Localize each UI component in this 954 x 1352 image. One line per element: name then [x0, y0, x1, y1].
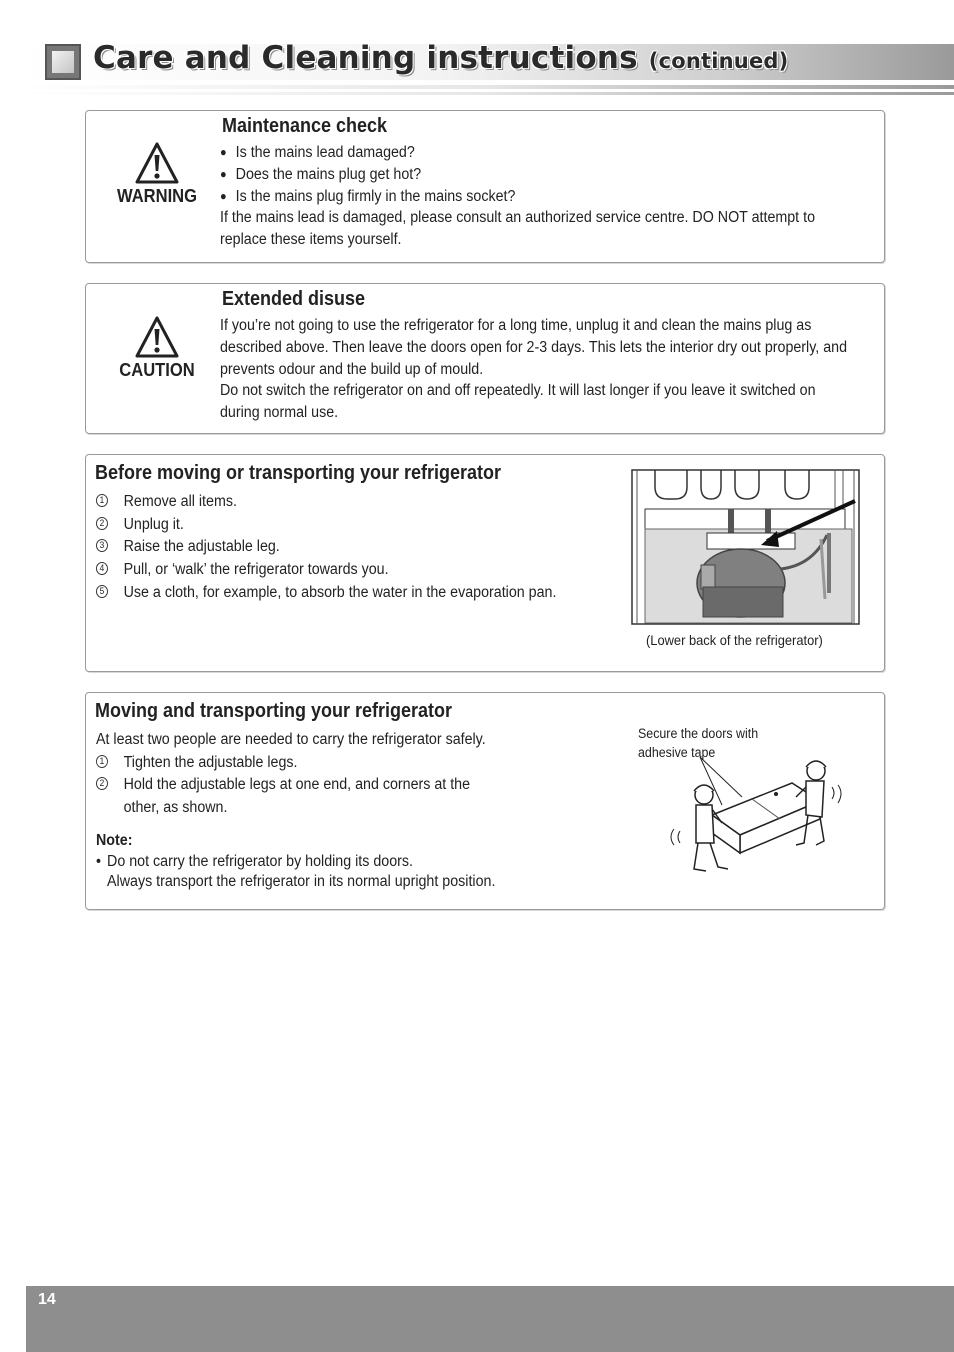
callout-line: Secure the doors with — [638, 726, 759, 741]
step-number: 3 — [96, 539, 108, 552]
intro-line: At least two people are needed to carry the refrigerator safely. — [96, 731, 486, 748]
before-moving-panel — [85, 454, 885, 672]
header-rule — [20, 92, 954, 95]
moving-panel — [85, 692, 885, 910]
note-label: Note: — [96, 831, 133, 849]
carrying-illustration — [656, 757, 846, 881]
warning-label: WARNING — [116, 186, 198, 206]
body-line: If you’re not going to use the refrigerator for a long time, unplug it and clean the mains plug as — [220, 317, 812, 334]
illustration-caption: (Lower back of the refrigerator) — [646, 632, 823, 648]
body-line: If the mains lead is damaged, please consult an authorized service centre. DO NOT attempt to — [220, 209, 816, 227]
body-line: described above. Then leave the doors open for 2-3 days. This lets the interior dry out properly, and — [220, 338, 848, 356]
header-rule — [20, 85, 954, 89]
page-title-main: Care and Cleaning instructions — [93, 40, 638, 76]
bullet-item: ● Is the mains plug firmly in the mains socket? — [220, 186, 815, 208]
step-text: Pull, or ‘walk’ the refrigerator towards you. — [123, 561, 389, 579]
body-line: prevents odour and the build up of mould. — [220, 360, 484, 378]
step-text: Unplug it. — [123, 515, 184, 533]
step-number: 4 — [96, 562, 108, 575]
step-number: 5 — [96, 585, 108, 598]
body-line: during normal use. — [220, 404, 339, 422]
caution-label: CAUTION — [119, 360, 195, 380]
body-line: Do not switch the refrigerator on and off repeatedly. It will last longer if you leave it switched on — [220, 382, 816, 400]
page-title — [93, 40, 788, 76]
note-bullet: • — [96, 852, 102, 870]
before-moving-steps — [96, 491, 596, 605]
step-number: 2 — [96, 517, 108, 530]
step-text: Raise the adjustable leg. — [123, 538, 280, 556]
maintenance-body — [220, 142, 867, 251]
step-item — [96, 536, 556, 559]
step-continuation: other, as shown. — [123, 799, 228, 817]
page-number: 14 — [38, 1291, 56, 1308]
bullet-item: ● Does the mains plug get hot? — [220, 164, 815, 186]
caution-symbol — [112, 315, 202, 381]
maintenance-panel — [85, 110, 885, 263]
step-number: 2 — [96, 777, 108, 790]
step-text: Use a cloth, for example, to absorb the water in the evaporation pan. — [123, 583, 557, 601]
step-text: Hold the adjustable legs at one end, and corners at the — [123, 776, 471, 794]
disuse-panel — [85, 283, 885, 434]
disuse-body — [220, 315, 902, 424]
footer-bar — [26, 1286, 954, 1352]
refrigerator-back-illustration — [631, 469, 861, 629]
callout-line: adhesive tape — [638, 745, 716, 760]
body-line: replace these items yourself. — [220, 231, 402, 249]
step-item — [96, 514, 556, 537]
page-title-suffix: (continued) — [648, 49, 789, 73]
step-item — [96, 752, 495, 775]
warning-symbol — [112, 141, 202, 207]
note-text: Do not carry the refrigerator by holding its doors. — [107, 852, 413, 870]
before-moving-heading: Before moving or transporting your refrigerator — [95, 462, 502, 484]
step-number: 1 — [96, 755, 108, 768]
step-text: Tighten the adjustable legs. — [123, 753, 298, 771]
moving-heading: Moving and transporting your refrigerator — [95, 700, 453, 722]
header-square-icon — [45, 44, 81, 80]
step-number: 1 — [96, 494, 108, 507]
note-line — [96, 852, 495, 873]
caution-triangle-icon — [134, 315, 180, 359]
note-line: Always transport the refrigerator in its normal upright position. — [107, 873, 496, 891]
bullet-item: ● Is the mains lead damaged? — [220, 142, 815, 164]
disuse-heading: Extended disuse — [222, 288, 366, 310]
step-item — [96, 582, 556, 605]
step-item — [96, 774, 495, 797]
maintenance-heading: Maintenance check — [222, 115, 388, 137]
step-item — [96, 559, 556, 582]
step-text: Remove all items. — [123, 493, 237, 510]
moving-body — [96, 729, 530, 893]
warning-triangle-icon — [134, 141, 180, 185]
step-item — [96, 491, 556, 514]
